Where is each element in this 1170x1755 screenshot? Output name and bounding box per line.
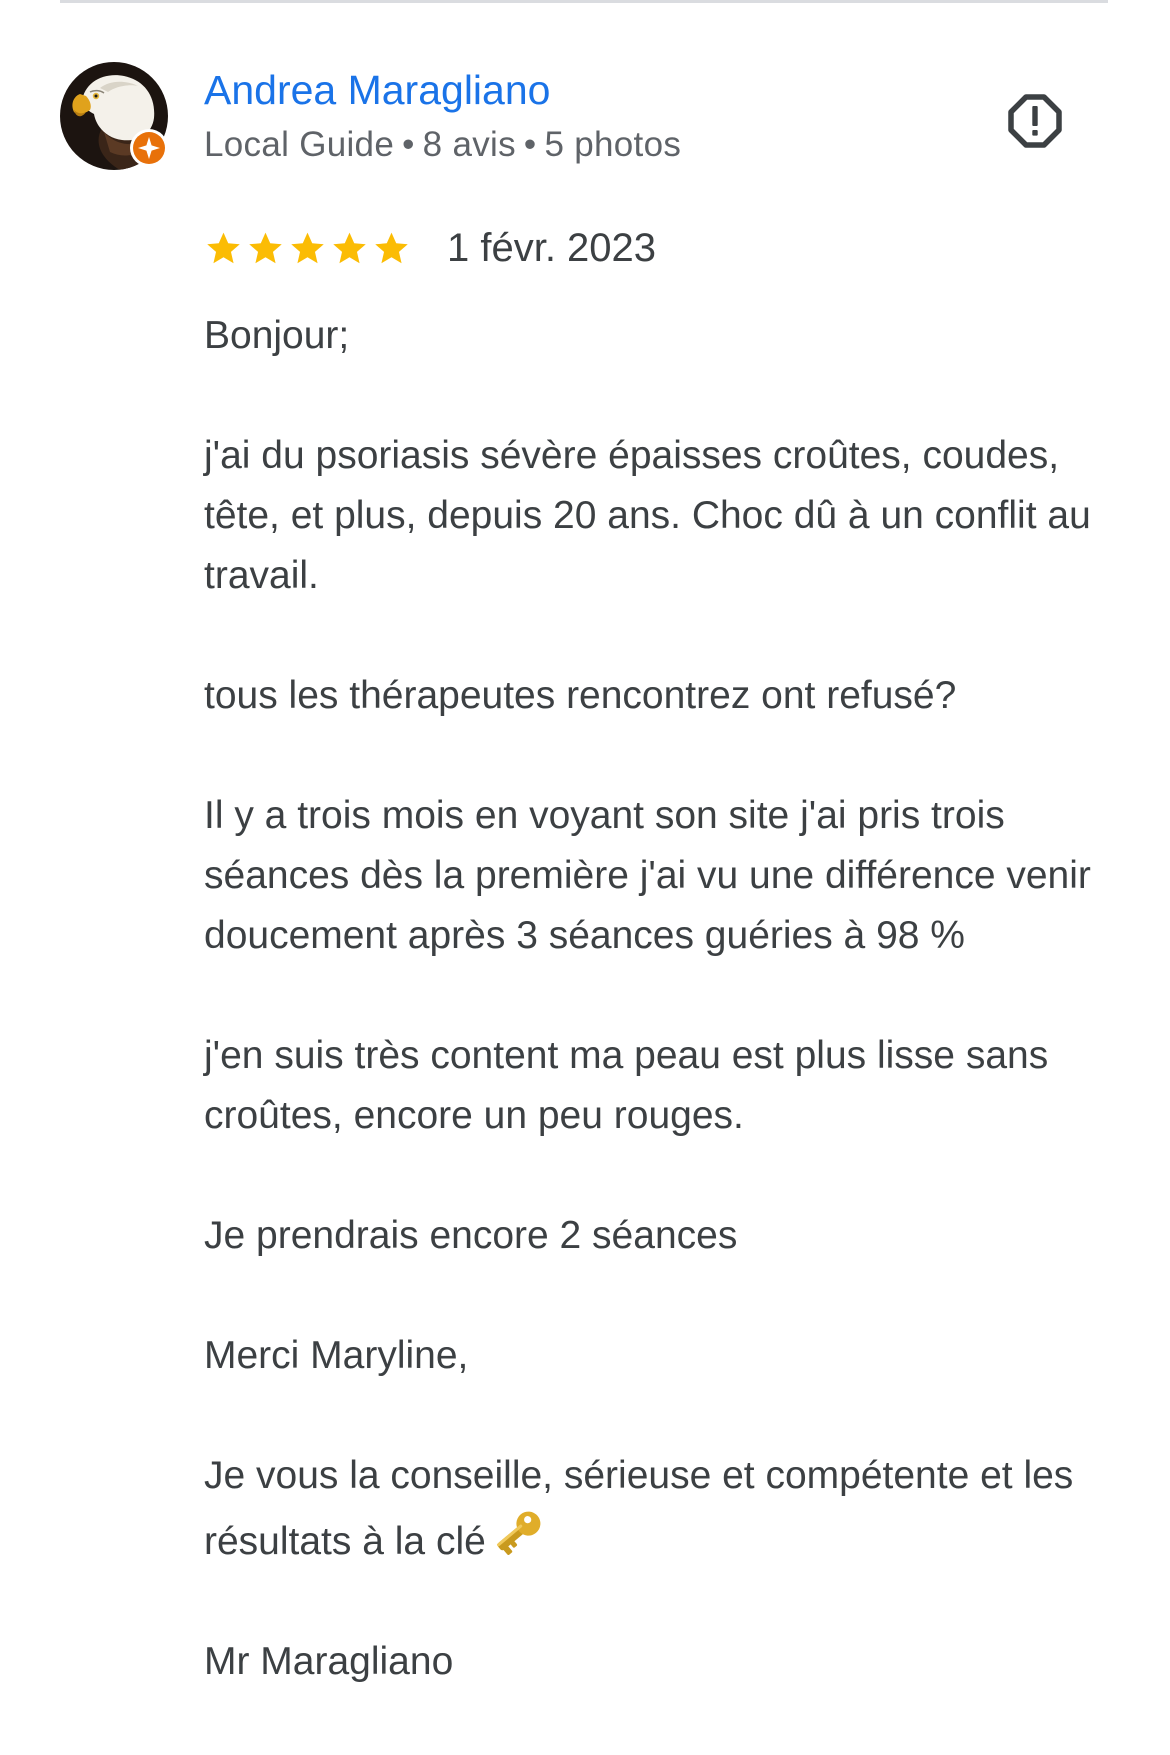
review-paragraph-text: Je vous la conseille, sérieuse et compétente et les résultats à la clé [204,1454,1074,1563]
star-icon [246,229,285,268]
review-paragraph: j'ai du psoriasis sévère épaisses croûtes, coudes, tête, et plus, depuis 20 ans. Choc dû à un conflit au travail. [204,434,1091,597]
review-paragraph: Bonjour; [204,314,350,357]
local-guide-label: Local Guide [204,125,395,164]
review-paragraph: Il y a trois mois en voyant son site j'ai pris trois séances dès la première j'ai vu une différence venir doucement après 3 séances guéries à 98 % [204,794,1091,957]
star-icon [288,229,327,268]
report-review-button[interactable] [1007,93,1063,149]
reviews-count: 8 avis [422,125,516,164]
review-date: 1 févr. 2023 [447,225,657,270]
top-divider [60,0,1108,3]
review-text [204,306,1120,1752]
review-paragraph [204,1446,1120,1572]
star-icon [204,229,243,268]
star-rating [204,229,411,268]
review-paragraph: Je prendrais encore 2 séances [204,1214,738,1257]
author-meta [204,120,681,170]
review-signature: Mr Maragliano [204,1640,454,1683]
key-icon [490,1506,546,1560]
meta-separator: • [402,125,415,164]
review-paragraph: j'en suis très content ma peau est plus lisse sans croûtes, encore un peu rouges. [204,1034,1049,1137]
star-icon [330,229,369,268]
author-name-link[interactable]: Andrea Maragliano [204,67,551,113]
local-guide-badge-icon [129,128,169,168]
review-paragraph: Merci Maryline, [204,1334,469,1377]
star-icon [372,229,411,268]
report-flag-icon [1007,93,1063,149]
meta-separator: • [523,125,537,164]
photos-count: 5 photos [544,125,682,164]
review-paragraph: tous les thérapeutes rencontrez ont refusé? [204,674,957,717]
rating-row [204,220,656,276]
